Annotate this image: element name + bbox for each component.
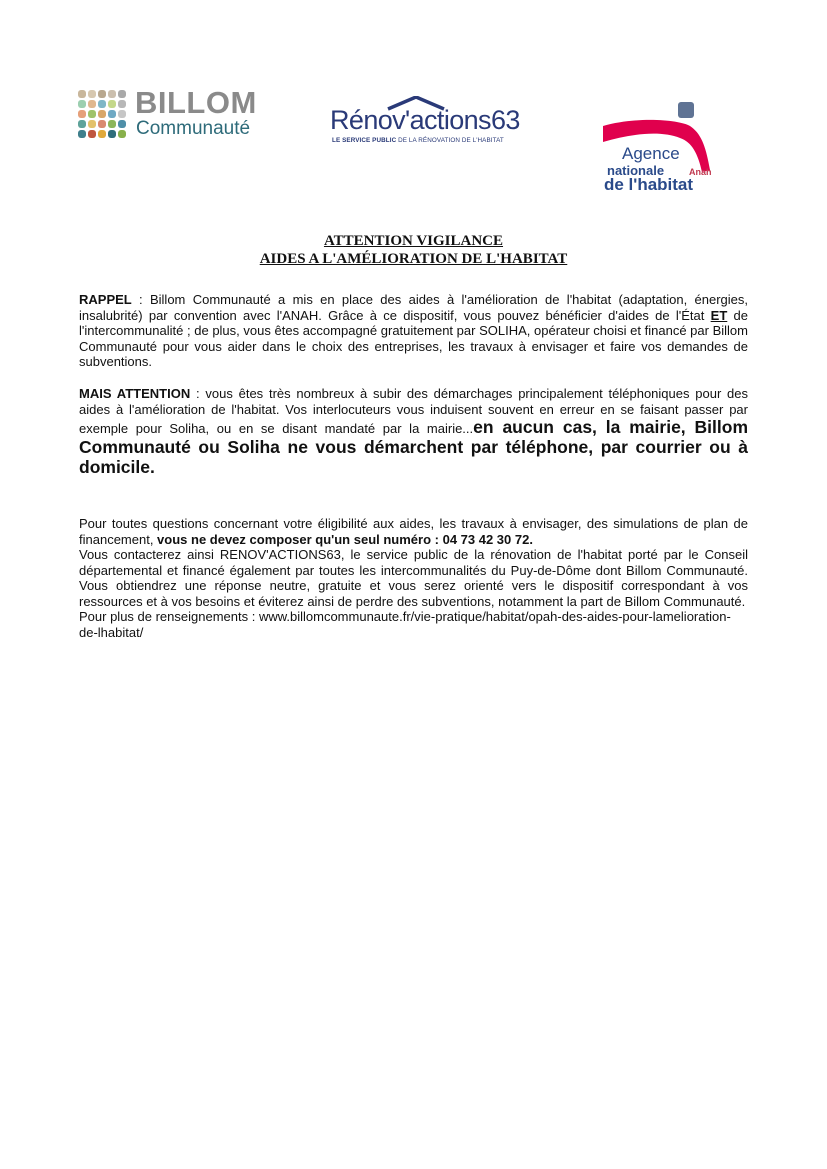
rappel-text-2: de l'intercommunalité ; de plus, vous êtes accompagné gratuitement par SOLIHA, opérateur choisi et financé par Billom Communauté pour vous aider dans le choix des entreprises, les travaux à envisager et faire vos demandes de subventions. [79, 307, 748, 369]
rappel-paragraph [79, 292, 748, 370]
contact-text-2: Vous contacterez ainsi RENOV'ACTIONS63, le service public de la rénovation de l'habitat porté par le Conseil départemental et financé également par toutes les intercommunalités du Puy-de-Dôme dont Billom Communauté. Vous obtiendrez une réponse neutre, gratuite et vous serez orienté vers le dispositif correspondant à vos ressources et à vos besoins et éviterez ainsi de perdre des subventions, notamment la part de Billom Communauté. [79, 547, 748, 609]
billom-logo-subtitle: Communauté [136, 118, 251, 139]
document-title-line1: ATTENTION VIGILANCE [323, 233, 504, 249]
billom-logo-name: BILLOM [135, 85, 257, 120]
renov-tagline-rest: DE LA RÉNOVATION DE L'HABITAT [396, 137, 504, 144]
renov-actions63-logo [330, 96, 542, 150]
anah-logo-nationale: nationale [607, 163, 665, 178]
anah-logo-short: Anah [689, 167, 712, 177]
billom-communaute-logo [78, 85, 278, 140]
anah-logo [598, 100, 718, 198]
anah-logo-habitat: de l'habitat [604, 175, 694, 194]
billom-mosaic-icon [78, 88, 128, 140]
attention-paragraph [79, 386, 748, 477]
anah-logo-agence: Agence [622, 144, 680, 163]
renov-logo-tagline [332, 137, 504, 144]
rappel-label: RAPPEL [79, 292, 132, 307]
contact-phone-bold: vous ne devez composer qu'un seul numéro : 04 73 42 30 72. [157, 531, 533, 547]
contact-line-1 [79, 516, 748, 547]
renov-logo-name: Rénov'actions63 [330, 105, 520, 135]
attention-warning: en aucun cas, la mairie, Billom Communauté ou Soliha ne vous démarchent par téléphone, par courrier ou à domicile. [79, 417, 749, 477]
contact-url[interactable]: www.billomcommunaute.fr/vie-pratique/habitat/opah-des-aides-pour-lamelioration-de-lhabitat/ [79, 609, 731, 640]
attention-text: : vous êtes très nombreux à subir des démarchages principalement téléphoniques pour des aides à l'amélioration de l'habitat. Vos interlocuteurs vous induisent souvent en erreur en se faisant passer par exemple pour Soliha, ou en se disant mandaté par la mairie... [79, 386, 749, 436]
contact-paragraph [79, 516, 748, 640]
renov-tagline-strong: LE SERVICE PUBLIC [332, 137, 397, 144]
rappel-text-1: : Billom Communauté a mis en place des aides à l'amélioration de l'habitat (adaptation, énergies, insalubrité) par convention avec l'ANAH. Grâce à ce dispositif, vous pouvez bénéficier d'aides de l'État [79, 292, 748, 323]
attention-label: MAIS ATTENTION [79, 386, 191, 401]
rappel-emphasis: ET [710, 307, 728, 323]
contact-info-label: Pour plus de renseignements : [79, 609, 259, 624]
document-title-line2: AIDES A L'AMÉLIORATION DE L'HABITAT [259, 251, 568, 267]
contact-text-1: Pour toutes questions concernant votre éligibilité aux aides, les travaux à envisager, des simulations de plan de financement, [79, 516, 748, 547]
contact-info-line [79, 609, 748, 640]
